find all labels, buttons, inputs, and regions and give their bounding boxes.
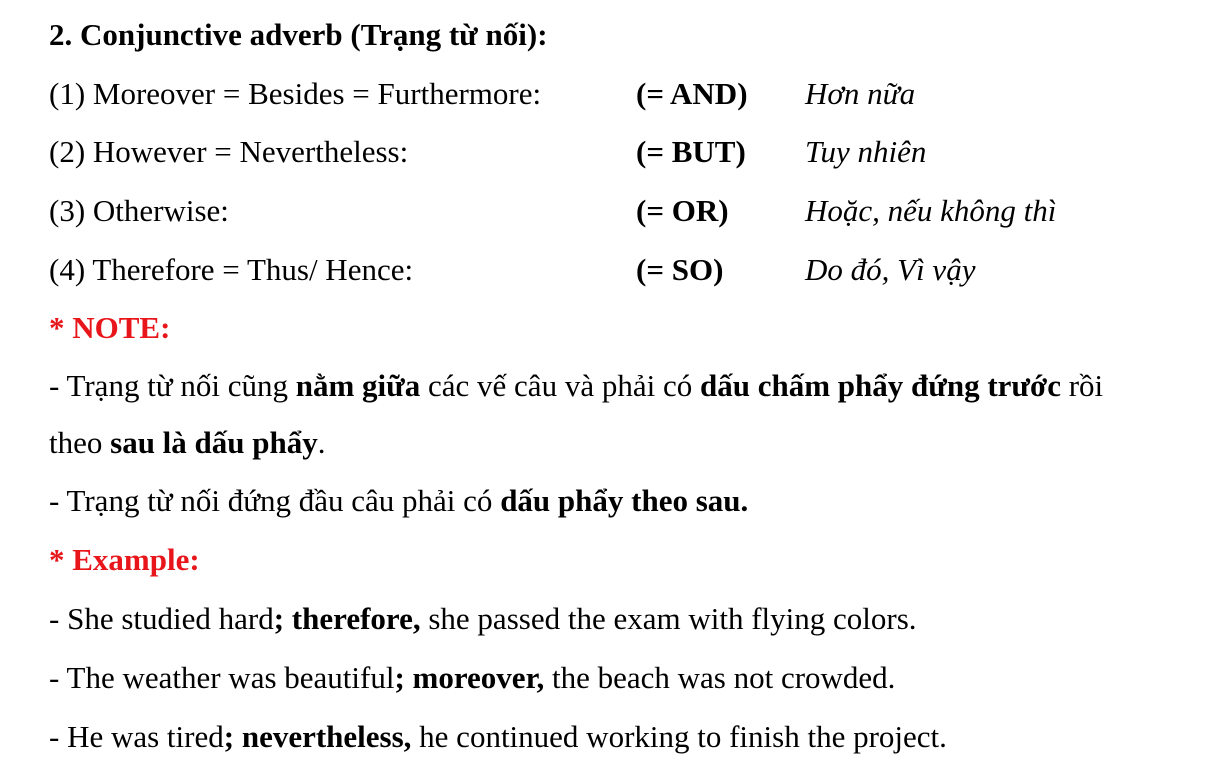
adverb-meaning: Hoặc, nếu không thì bbox=[805, 193, 1057, 228]
example-clause: she passed the exam with flying colors. bbox=[420, 601, 917, 636]
adverb-term: (1) Moreover = Besides = Furthermore: bbox=[49, 76, 542, 111]
example-sentence bbox=[49, 719, 947, 755]
note-emphasis: sau là dấu phẩy bbox=[110, 425, 318, 460]
note-text: rồi bbox=[1060, 368, 1104, 403]
example-clause: he continued working to finish the project. bbox=[411, 719, 947, 754]
example-clause: - She studied hard bbox=[49, 601, 274, 636]
example-adverb: ; nevertheless, bbox=[223, 719, 412, 754]
example-title: * Example: bbox=[49, 542, 200, 577]
note-rule-2 bbox=[49, 483, 748, 519]
example-clause: - He was tired bbox=[49, 719, 224, 754]
adverb-equivalent: (= AND) bbox=[636, 76, 748, 111]
note-text: các vế câu và phải có bbox=[420, 368, 700, 403]
example-adverb: ; therefore, bbox=[273, 601, 421, 636]
note-text: - Trạng từ nối đứng đầu câu phải có bbox=[49, 483, 501, 518]
example-sentence bbox=[49, 660, 895, 696]
section-heading: 2. Conjunctive adverb (Trạng từ nối): bbox=[49, 17, 548, 52]
note-emphasis: dấu phẩy theo sau. bbox=[500, 483, 749, 518]
adverb-term: (2) However = Nevertheless: bbox=[49, 134, 409, 169]
adverb-equivalent: (= SO) bbox=[636, 252, 724, 287]
example-sentence bbox=[49, 601, 917, 637]
note-text: - Trạng từ nối cũng bbox=[49, 368, 296, 403]
adverb-equivalent: (= BUT) bbox=[636, 134, 746, 169]
note-rule-1 bbox=[49, 368, 1103, 404]
note-emphasis: nằm giữa bbox=[295, 368, 421, 403]
example-clause: the beach was not crowded. bbox=[544, 660, 896, 695]
adverb-meaning: Do đó, Vì vậy bbox=[805, 252, 976, 287]
adverb-term: (3) Otherwise: bbox=[49, 193, 229, 228]
example-adverb: ; moreover, bbox=[394, 660, 545, 695]
adverb-meaning: Hơn nữa bbox=[805, 76, 916, 111]
note-title: * NOTE: bbox=[49, 310, 171, 345]
note-rule-1-continued bbox=[49, 425, 326, 461]
note-emphasis: dấu chấm phẩy đứng trước bbox=[699, 368, 1061, 403]
note-text: theo bbox=[49, 425, 111, 460]
adverb-equivalent: (= OR) bbox=[636, 193, 729, 228]
example-clause: - The weather was beautiful bbox=[49, 660, 395, 695]
adverb-term: (4) Therefore = Thus/ Hence: bbox=[49, 252, 414, 287]
note-text: . bbox=[317, 425, 326, 460]
adverb-meaning: Tuy nhiên bbox=[805, 134, 927, 169]
